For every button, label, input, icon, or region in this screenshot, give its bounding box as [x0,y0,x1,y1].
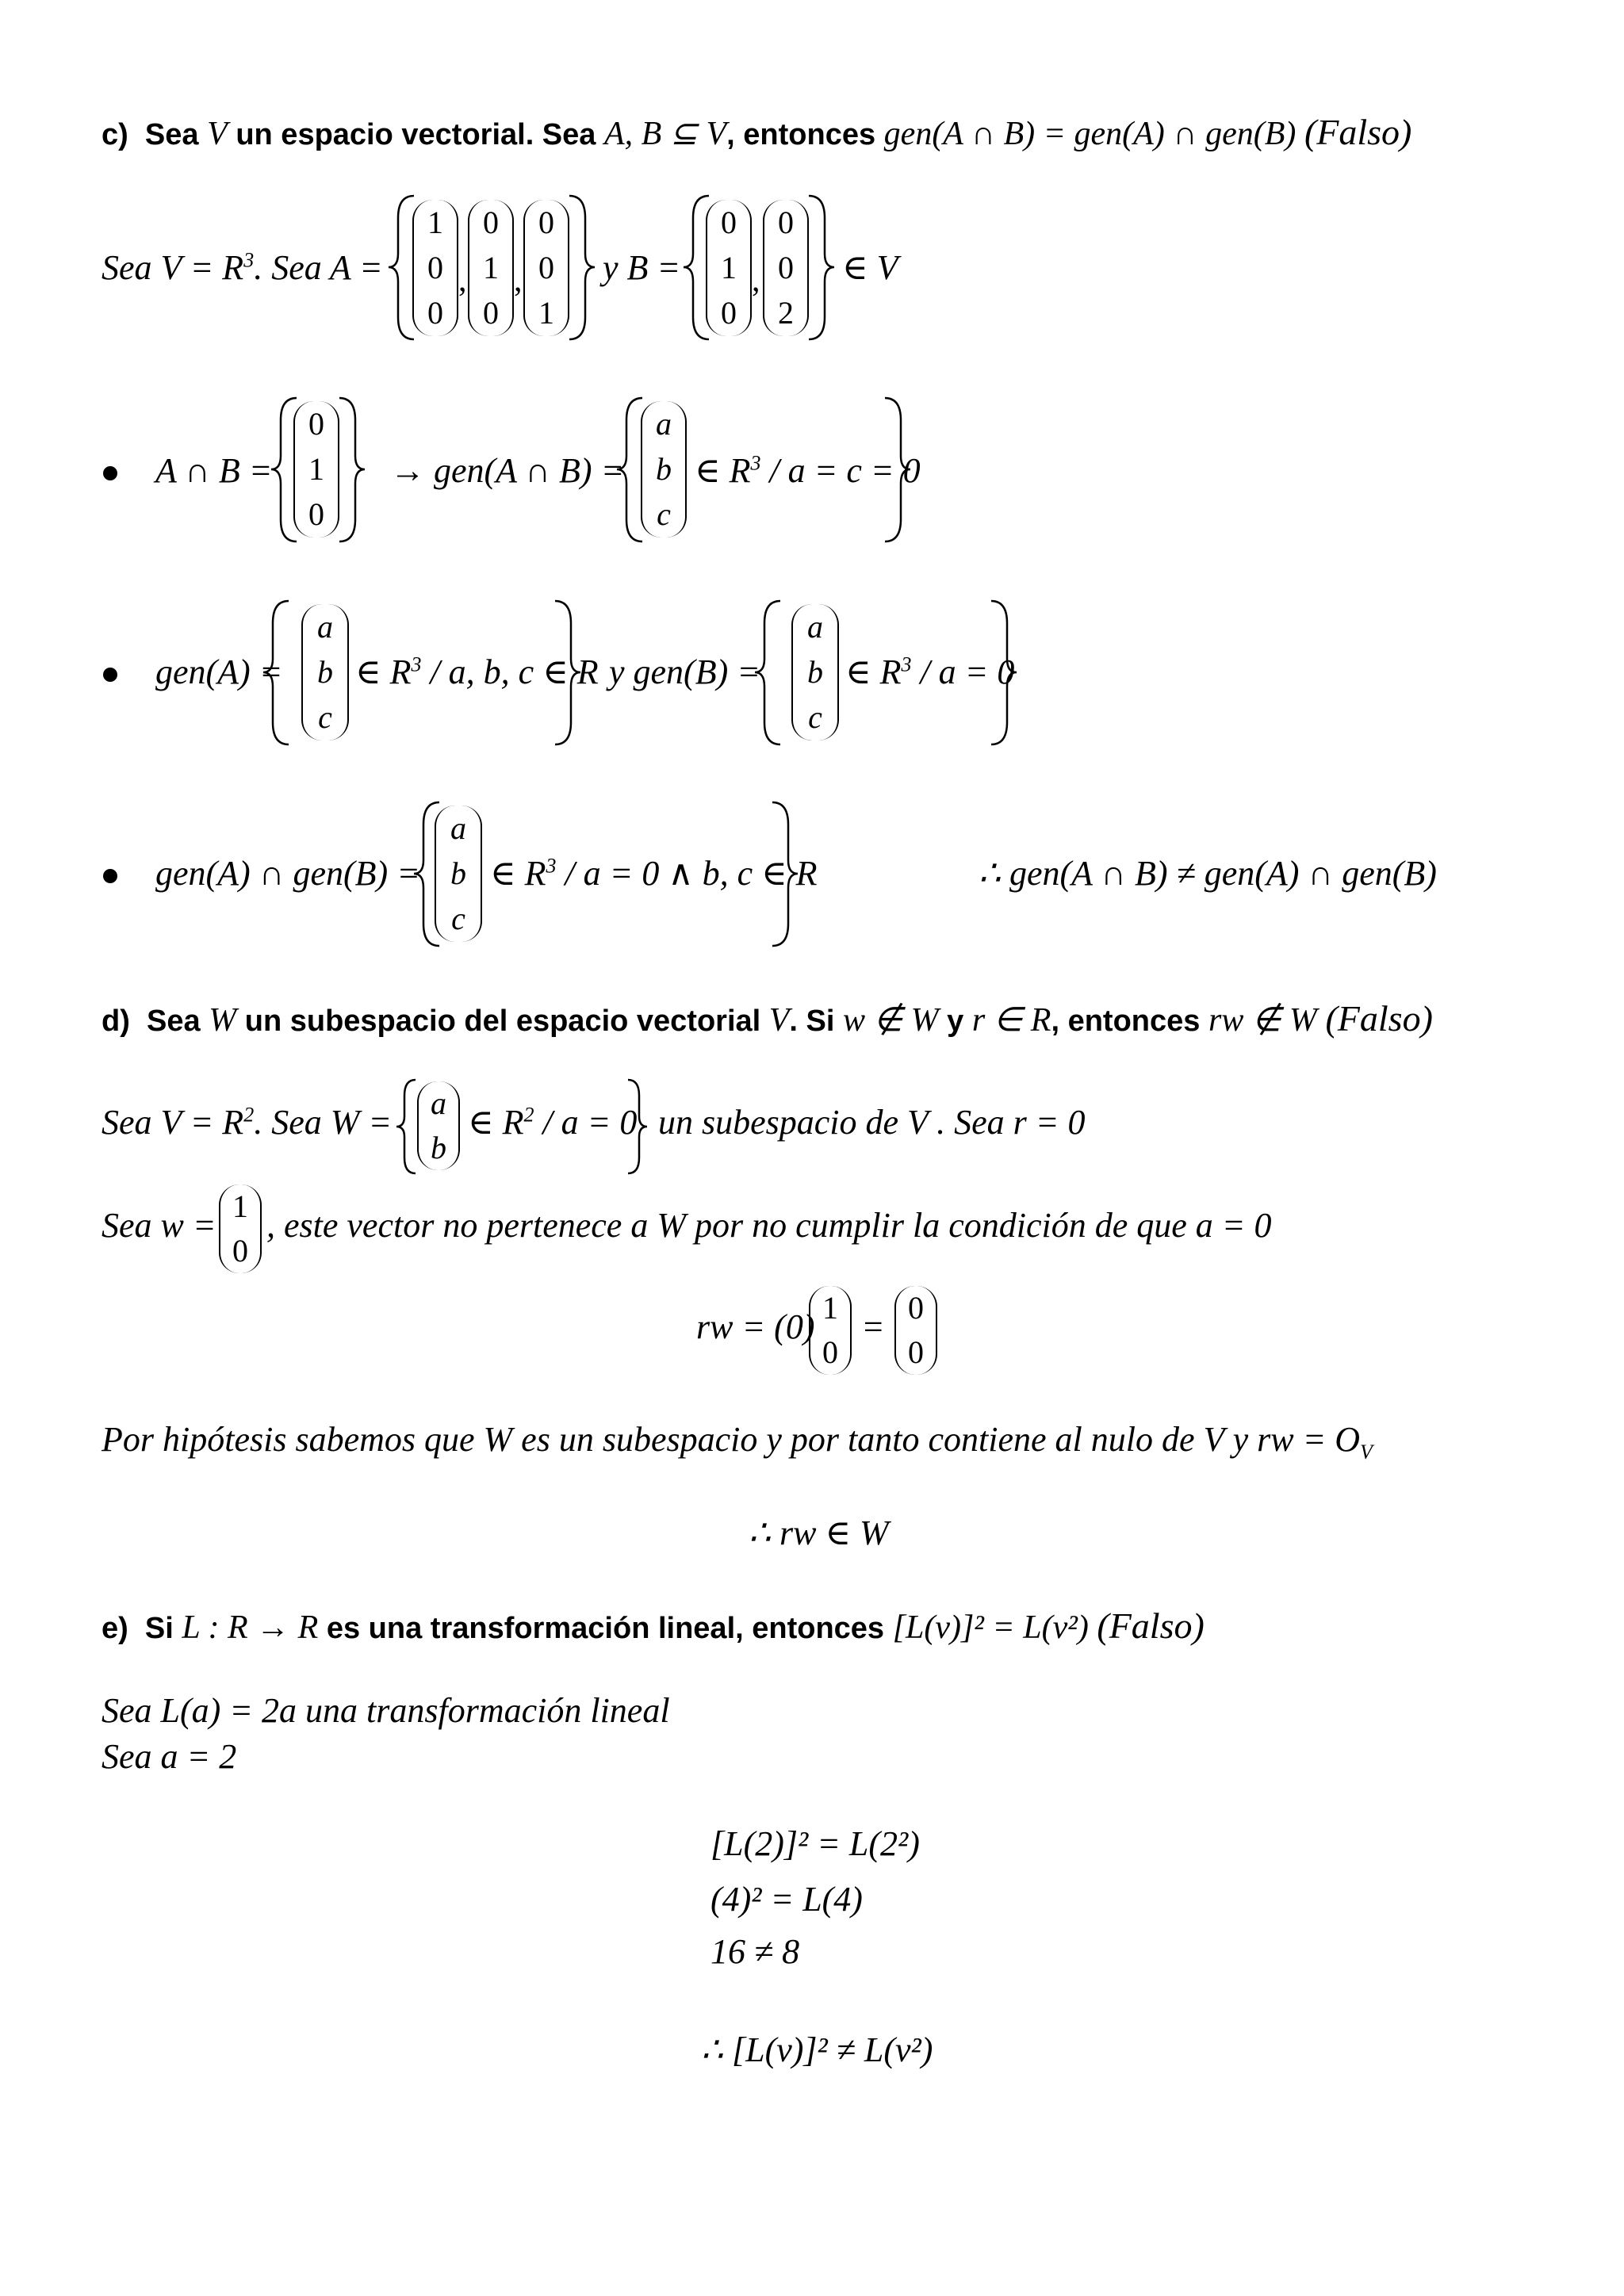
c-b2-y: y gen(B) = [609,652,760,691]
c-ab: A, B ⊆ V [603,116,727,152]
vec-entry: b [431,1130,446,1165]
c-b3-conclusion: ∴ gen(A ∩ B) ≠ gen(A) ∩ gen(B) [979,854,1437,893]
d-v: V [768,1002,790,1039]
c-b1-cond-b: / a = c = 0 [760,451,921,490]
e-conclusion: ∴ [L(v)]² ≠ L(v²) [701,2030,933,2069]
c-b3-left: gen(A) ∩ gen(B) = [155,854,420,893]
d-l1-sup: 2 [243,1103,255,1127]
vec-entry: 0 [483,295,499,331]
vec-entry: b [450,855,466,891]
c-A-vector-1 [412,200,458,336]
c-line1-a: Sea V = R [102,248,244,287]
c-b1-cond-sup: 3 [750,451,761,475]
vec-entry: c [451,901,465,937]
brace-right [885,396,917,543]
brace-right [339,396,371,543]
d-l1-b: . Sea W = [254,1103,393,1142]
c-b2-vector2 [791,604,839,740]
c-verdict: (Falso) [1304,112,1412,152]
c-expr: gen(A ∩ B) = gen(A) ∩ gen(B) [883,116,1297,152]
vec-entry: 0 [908,1290,924,1326]
e-verdict: (Falso) [1097,1605,1205,1646]
vec-entry: c [657,496,671,533]
comma: , [514,262,523,299]
e-mid: es una transformación lineal, entonces [326,1612,885,1645]
d-l1-a: Sea V = R [102,1103,244,1142]
vec-entry: 1 [232,1188,248,1224]
c-b2-left: gen(A) = [155,652,283,691]
vec-entry: 0 [308,496,324,533]
d-l1-c: un subespacio de V . Sea r = 0 [658,1103,1086,1142]
brace-right [772,801,804,947]
vec-entry: a [807,608,823,645]
d-eq-vector1 [809,1286,852,1375]
vec-entry: 2 [778,295,794,331]
c-b1-arrow: → gen(A ∩ B) = [390,451,625,490]
d-line1-left [102,1102,392,1142]
d-cond2: r ∈ R [971,1002,1051,1039]
c-b3-cond-sup: 3 [546,854,557,878]
c-b2-cond-sup: 3 [411,652,422,676]
d-eq-left: rw = (0) [696,1307,815,1346]
c-post: , entonces [726,118,876,151]
e-map: L : R → R [182,1609,319,1646]
section-d-heading [102,997,1433,1039]
d-mid: un subespacio del espacio vectorial [244,1004,761,1038]
d-l2-b: , este vector no pertenece a W por no cumplir la condición de que a = 0 [266,1206,1272,1245]
c-b1-cond-a: ∈ R [695,451,751,490]
vec-entry: a [431,1085,446,1121]
c-b2-cond-a: ∈ R [355,652,412,691]
c-b2-cond-sup2: 3 [901,652,912,676]
vec-entry: 0 [308,405,324,442]
vec-entry: b [656,450,672,487]
section-d-label: d) [102,1004,130,1038]
vec-entry: 1 [538,295,554,331]
d-pre: Sea [147,1004,201,1038]
vec-entry: 1 [427,204,443,240]
d-l1-cond-sup: 2 [523,1103,534,1127]
c-b2-cond-b: / a, b, c ∈ R [421,652,599,691]
e-eq2: (4)² = L(4) [710,1880,863,1919]
c-line1-y: y B = [603,248,681,287]
vec-entry: 1 [822,1290,838,1326]
d-cond3: rw ∉ W [1208,1002,1317,1039]
section-e-heading [102,1605,1205,1647]
d-eq-mid: = [861,1307,885,1346]
e-eq3: 16 ≠ 8 [710,1932,800,1971]
comma: , [752,262,760,299]
c-line1-b: . Sea A = [254,248,383,287]
c-A-vector-2 [468,200,514,336]
c-b3-cond-a: ∈ R [490,854,546,893]
brace-right [628,1078,652,1175]
d-l2-vector [219,1184,262,1273]
vec-entry: 1 [308,450,324,487]
vec-entry: 0 [778,249,794,285]
bullet [103,869,117,883]
e-line2: Sea a = 2 [102,1737,237,1776]
e-expr: [L(v)]² = L(v²) [892,1609,1089,1646]
vec-entry: 0 [427,295,443,331]
c-b3-vector [435,806,482,942]
vec-entry: c [318,699,332,736]
d-si: . Si [789,1004,835,1038]
c-line1-sup: 3 [243,248,255,272]
vec-entry: 0 [232,1233,248,1269]
brace-right [991,599,1023,746]
section-e-label: e) [102,1612,128,1645]
section-c-heading [102,111,1411,153]
d-l1-vector [417,1081,460,1170]
c-v: V [207,116,228,152]
d-verdict: (Falso) [1325,998,1433,1039]
vec-entry: a [317,608,333,645]
e-eq1: [L(2)]² = L(2²) [710,1824,920,1863]
d-l1-cond-b: / a = 0 [534,1103,638,1142]
vec-entry: b [807,653,823,690]
section-c-label: c) [102,118,128,151]
brace-left [263,599,295,746]
d-l1-cond [468,1102,637,1142]
c-pre: Sea [144,118,199,151]
vec-entry: 1 [721,249,737,285]
c-B-vector-1 [706,200,752,336]
d-hyp-sub: V [1360,1440,1373,1464]
vec-entry: 0 [721,295,737,331]
c-b2-vector [301,604,349,740]
vec-entry: a [656,405,672,442]
e-line1: Sea L(a) = 2a una transformación lineal [102,1691,670,1730]
vec-entry: c [808,699,822,736]
comma: , [458,262,467,299]
brace-right [555,599,587,746]
vec-entry: 0 [483,204,499,240]
c-A-right-brace [569,194,601,341]
vec-entry: 1 [483,249,499,285]
c-line1-left [102,247,383,288]
vec-entry: a [450,809,466,846]
vec-entry: 0 [778,204,794,240]
vec-entry: 0 [427,249,443,285]
d-eq-vector2 [894,1286,937,1375]
d-cond1: w ∉ W [843,1002,939,1039]
c-b1-left: A ∩ B = [155,451,273,490]
vec-entry: 0 [721,204,737,240]
c-mid: un espacio vectorial. Sea [236,118,596,151]
brace-left [755,599,787,746]
c-b3-cond [490,853,818,894]
d-entonces: , entonces [1051,1004,1201,1038]
c-B-vector-2 [763,200,809,336]
c-A-vector-3 [523,200,569,336]
d-l2-a: Sea w = [102,1206,216,1245]
bullet [103,466,117,480]
c-B-right-brace [809,194,841,341]
vec-entry: 0 [822,1334,838,1370]
d-w: W [209,1002,237,1039]
vec-entry: b [317,653,333,690]
d-hyp-text: Por hipótesis sabemos que W es un subespacio y por tanto contiene al nulo de V y rw = O [102,1420,1361,1459]
d-y: y [947,1004,964,1038]
vec-entry: 0 [538,249,554,285]
c-b1-vector [293,401,339,538]
c-b1-gen-vector [641,401,687,538]
vec-entry: 0 [908,1334,924,1370]
c-b2-cond-d: / a = 0 [911,652,1015,691]
d-hypothesis [102,1419,1373,1464]
bullet [103,668,117,682]
c-b3-cond-b: / a = 0 ∧ b, c ∈ R [556,854,818,893]
d-conclusion: ∴ rw ∈ W [749,1513,889,1552]
e-si: Si [144,1612,174,1645]
c-b2-cond-c: ∈ R [845,652,902,691]
c-b2-cond2 [845,652,1014,692]
vec-entry: 0 [538,204,554,240]
d-l1-cond-a: ∈ R [468,1103,524,1142]
c-line1-in: ∈ V [842,248,898,287]
